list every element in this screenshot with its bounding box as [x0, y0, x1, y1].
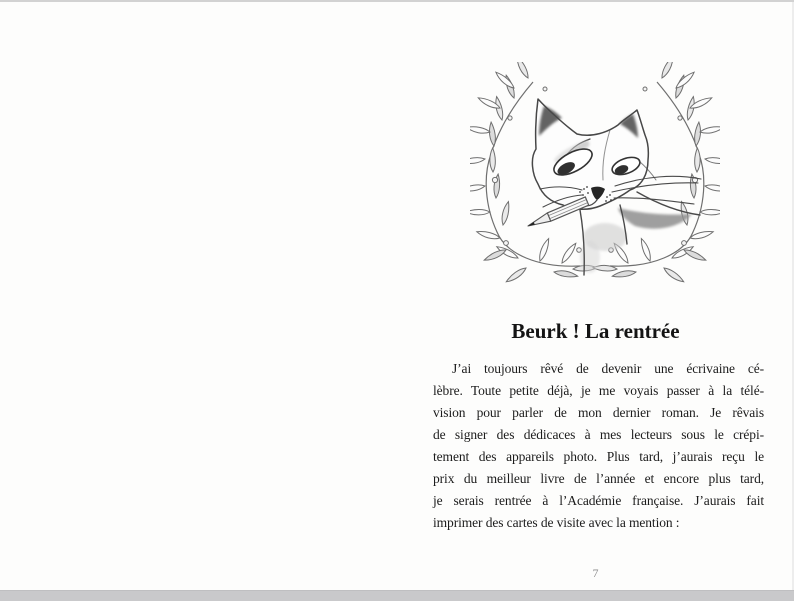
- paragraph-line: je serais rentrée à l’Académie française. J’aurais fait: [433, 493, 764, 508]
- chapter-paragraph: [433, 358, 764, 534]
- paragraph-line: J’ai toujours rêvé de devenir une écrivaine cé-: [452, 361, 764, 376]
- right-page: [397, 2, 794, 591]
- chapter-title: Beurk ! La rentrée: [511, 319, 680, 344]
- paragraph-line: tement des appareils photo. Plus tard, j’aurais reçu le: [433, 449, 764, 464]
- window-bottom-edge: [0, 590, 794, 601]
- left-page: [0, 2, 397, 591]
- cat-face: [528, 99, 701, 275]
- paragraph-line: lèbre. Toute petite déjà, je me voyais passer à la télé-: [433, 383, 764, 398]
- paragraph-line: imprimer des cartes de visite avec la mention :: [433, 515, 680, 530]
- cat-pencil-wreath-illustration: [470, 62, 720, 307]
- paragraph-line: prix du meilleur livre de l’année et encore plus tard,: [433, 471, 764, 486]
- paragraph-line: vision pour parler de mon dernier roman. Je rêvais: [433, 405, 764, 420]
- paragraph-line: de signer des dédicaces à mes lecteurs sous le crépi-: [433, 427, 764, 442]
- page-number: 7: [592, 566, 599, 580]
